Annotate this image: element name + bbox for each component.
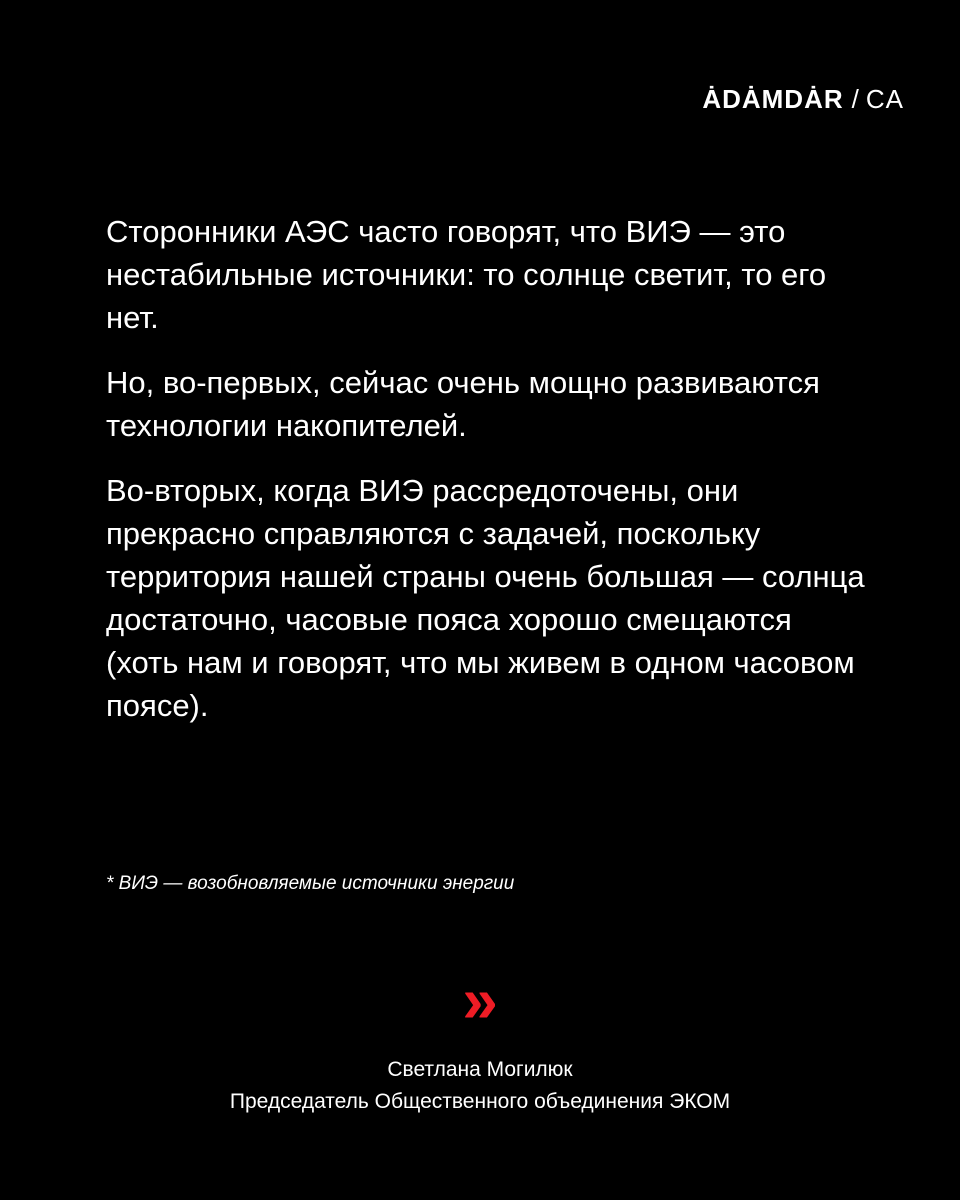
author-name: Светлана Могилюк: [387, 1058, 573, 1081]
footnote: * ВИЭ — возобновляемые источники энергии: [106, 873, 515, 894]
paragraph-2: Но, во-первых, сейчас очень мощно развиваются технологии накопителей.: [106, 365, 820, 443]
logo-separator: /: [851, 84, 860, 114]
paragraph-3: Во-вторых, когда ВИЭ рассредоточены, они прекрасно справляются с задачей, поскольку территория нашей страны очень большая — солнца достаточно, часовые пояса хорошо смещаются (хоть нам и говорят, что мы живем в одном часовом поясе).: [106, 473, 865, 723]
logo-brand: ȦDȦMDȦR: [702, 84, 844, 114]
quote-body: [106, 210, 866, 749]
paragraph-1: Сторонники АЭС часто говорят, что ВИЭ — это нестабильные источники: то солнце светит, то его нет.: [106, 214, 827, 335]
quote-mark-icon: »: [462, 964, 498, 1036]
author-block: [0, 1054, 960, 1118]
author-title: Председатель Общественного объединения ЭКОМ: [229, 1090, 731, 1113]
brand-logo: [702, 84, 904, 115]
logo-suffix: CA: [865, 84, 904, 114]
